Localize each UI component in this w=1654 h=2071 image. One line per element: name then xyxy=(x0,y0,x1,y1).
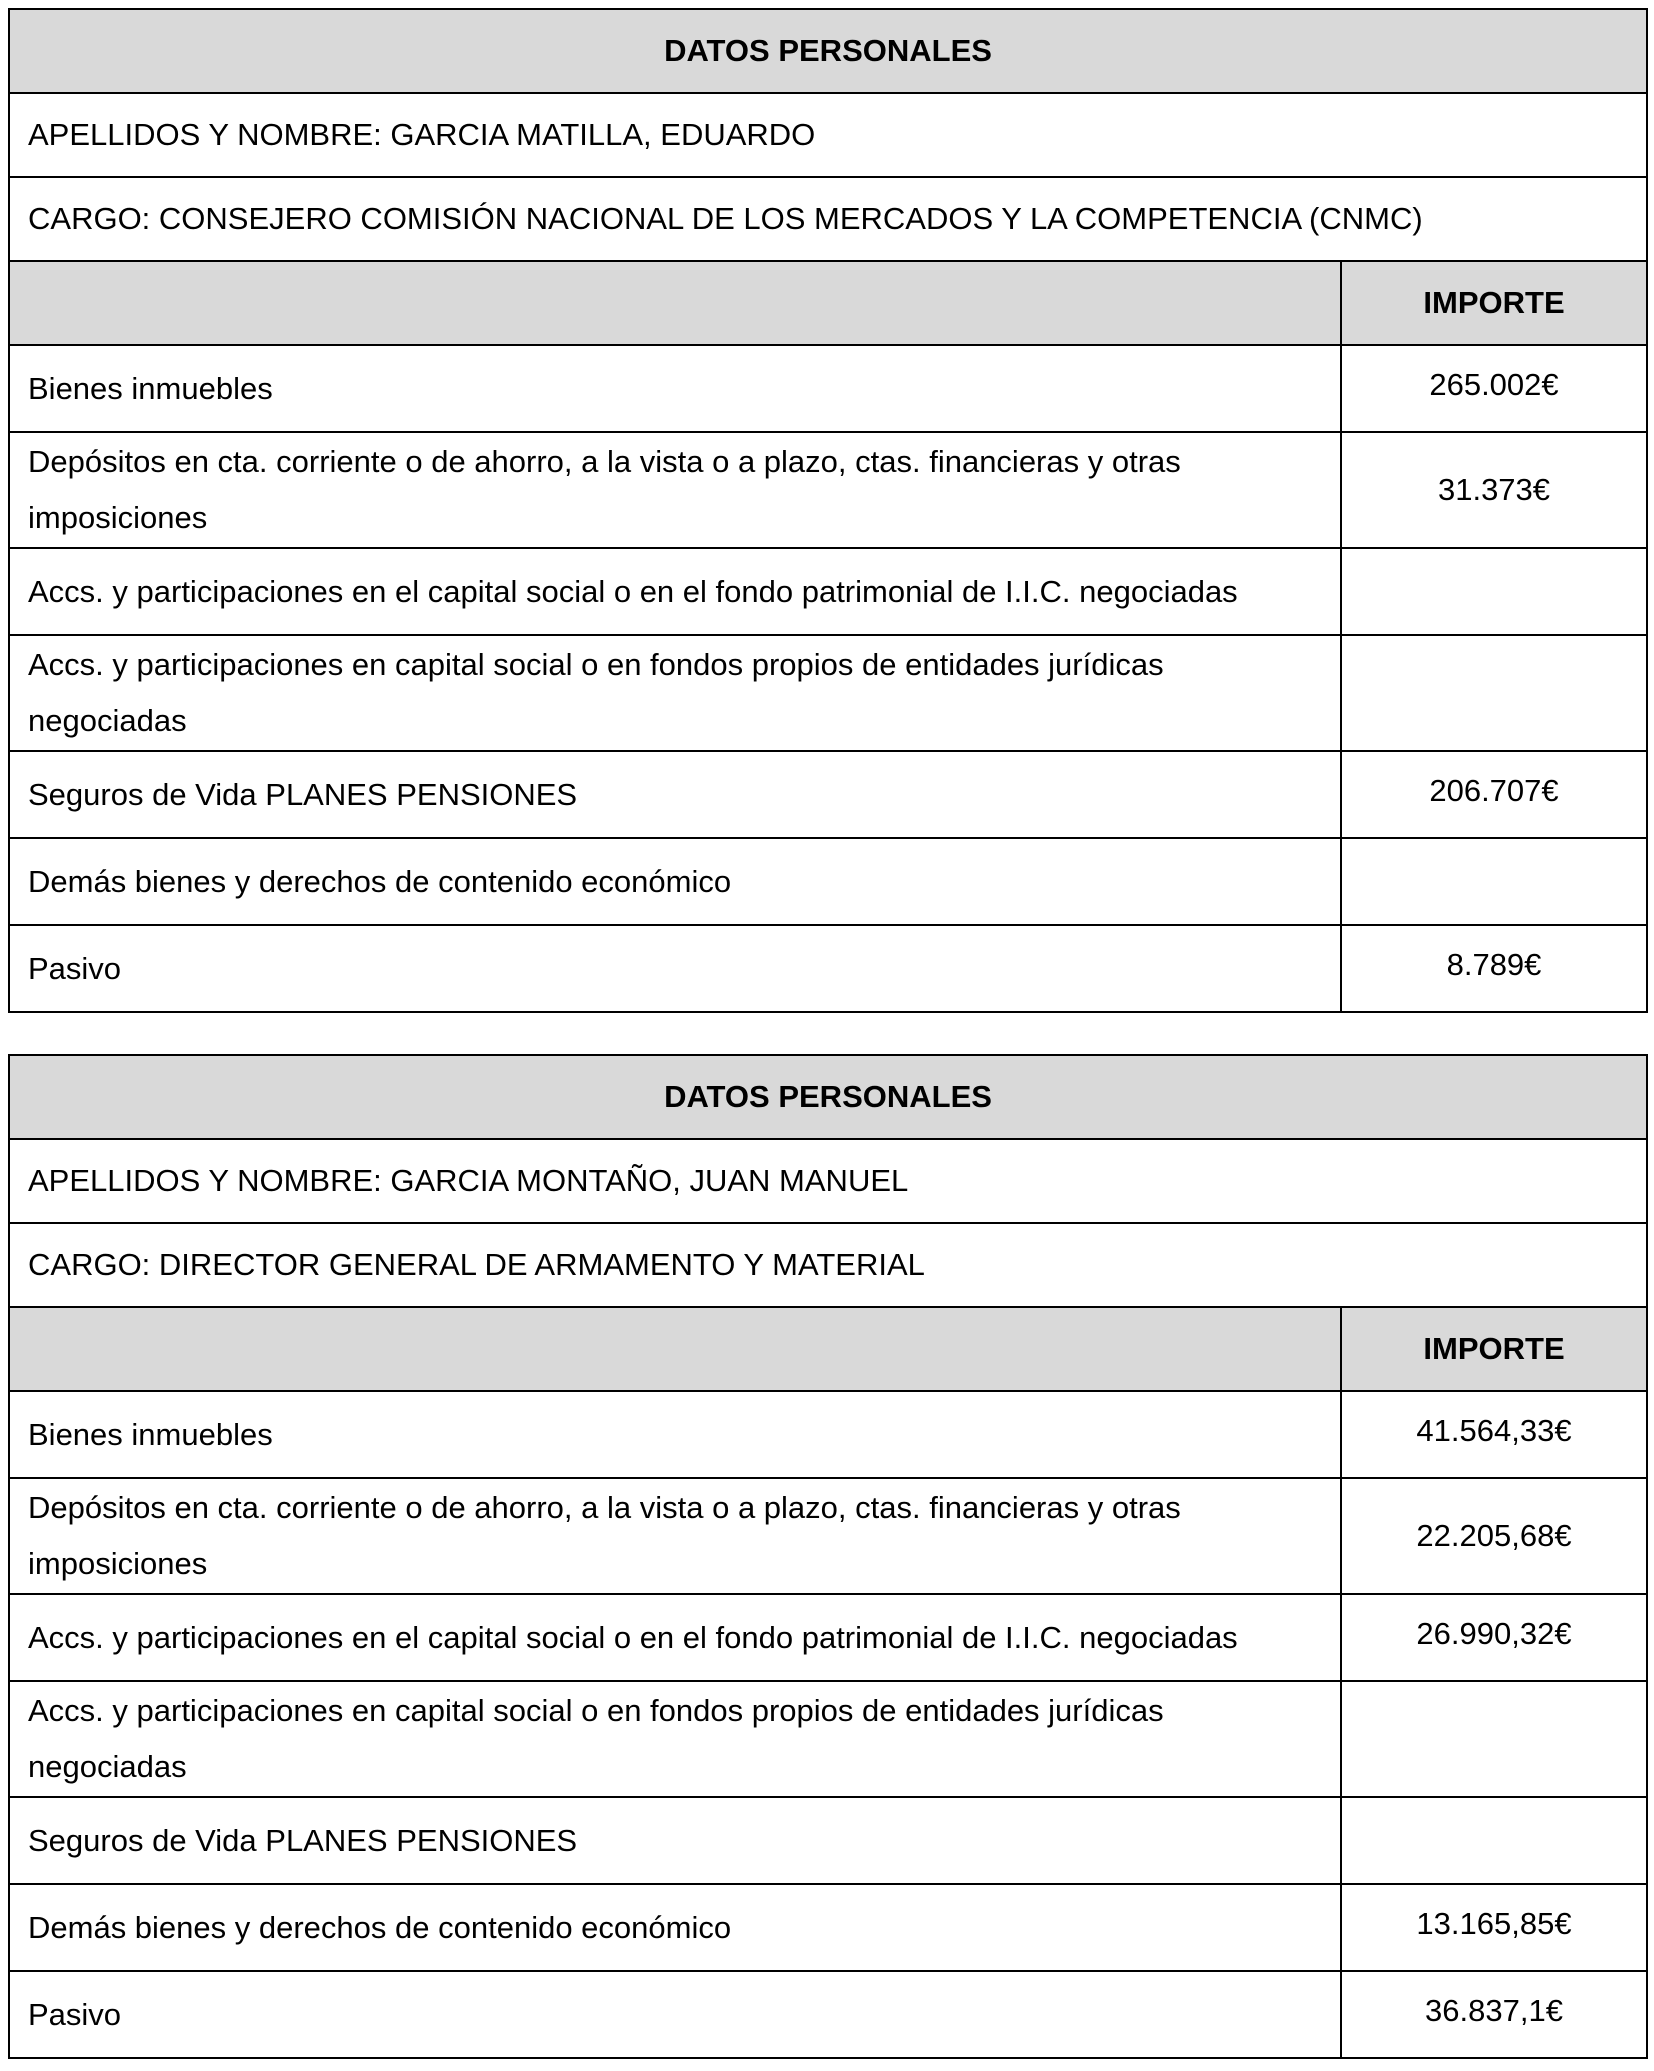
asset-declaration-table xyxy=(8,8,1648,1013)
name-line: APELLIDOS Y NOMBRE: GARCIA MATILLA, EDUARDO xyxy=(9,93,1647,177)
row-label: Accs. y participaciones en capital social o en fondos propios de entidades jurídicas negociadas xyxy=(9,635,1341,751)
row-amount xyxy=(1341,635,1647,751)
table-row xyxy=(9,548,1647,635)
asset-declaration-table xyxy=(8,1054,1648,2059)
concept-column-header xyxy=(9,1307,1341,1391)
table-row xyxy=(9,1797,1647,1884)
row-label: Seguros de Vida PLANES PENSIONES xyxy=(9,751,1341,838)
row-amount: 265.002€ xyxy=(1341,345,1647,432)
concept-column-header xyxy=(9,261,1341,345)
row-amount xyxy=(1341,548,1647,635)
row-label: Bienes inmuebles xyxy=(9,345,1341,432)
row-label: Bienes inmuebles xyxy=(9,1391,1341,1478)
table-row xyxy=(9,1594,1647,1681)
row-label: Accs. y participaciones en el capital social o en el fondo patrimonial de I.I.C. negociadas xyxy=(9,548,1341,635)
section-title: DATOS PERSONALES xyxy=(9,1055,1647,1139)
table-row xyxy=(9,345,1647,432)
row-label: Demás bienes y derechos de contenido económico xyxy=(9,1884,1341,1971)
amount-column-header: IMPORTE xyxy=(1341,261,1647,345)
table-row xyxy=(9,1971,1647,2058)
row-label: Pasivo xyxy=(9,925,1341,1012)
table-row xyxy=(9,838,1647,925)
table-row xyxy=(9,751,1647,838)
cargo-line: CARGO: DIRECTOR GENERAL DE ARMAMENTO Y MATERIAL xyxy=(9,1223,1647,1307)
table-row xyxy=(9,1391,1647,1478)
row-amount xyxy=(1341,1681,1647,1797)
row-amount: 41.564,33€ xyxy=(1341,1391,1647,1478)
row-amount: 22.205,68€ xyxy=(1341,1478,1647,1594)
row-amount xyxy=(1341,1797,1647,1884)
row-label: Seguros de Vida PLANES PENSIONES xyxy=(9,1797,1341,1884)
row-label: Depósitos en cta. corriente o de ahorro, a la vista o a plazo, ctas. financieras y otras imposiciones xyxy=(9,432,1341,548)
table-row xyxy=(9,1681,1647,1797)
row-amount: 206.707€ xyxy=(1341,751,1647,838)
row-label: Depósitos en cta. corriente o de ahorro, a la vista o a plazo, ctas. financieras y otras imposiciones xyxy=(9,1478,1341,1594)
amount-column-header: IMPORTE xyxy=(1341,1307,1647,1391)
section-title: DATOS PERSONALES xyxy=(9,9,1647,93)
cargo-line: CARGO: CONSEJERO COMISIÓN NACIONAL DE LOS MERCADOS Y LA COMPETENCIA (CNMC) xyxy=(9,177,1647,261)
name-line: APELLIDOS Y NOMBRE: GARCIA MONTAÑO, JUAN MANUEL xyxy=(9,1139,1647,1223)
table-row xyxy=(9,925,1647,1012)
row-amount: 13.165,85€ xyxy=(1341,1884,1647,1971)
table-row xyxy=(9,432,1647,548)
row-amount: 36.837,1€ xyxy=(1341,1971,1647,2058)
table-row xyxy=(9,635,1647,751)
row-label: Demás bienes y derechos de contenido económico xyxy=(9,838,1341,925)
row-amount xyxy=(1341,838,1647,925)
declaration-block xyxy=(8,1054,1646,2059)
row-amount: 31.373€ xyxy=(1341,432,1647,548)
table-row xyxy=(9,1478,1647,1594)
row-label: Accs. y participaciones en capital social o en fondos propios de entidades jurídicas negociadas xyxy=(9,1681,1341,1797)
row-amount: 8.789€ xyxy=(1341,925,1647,1012)
declaration-block xyxy=(8,8,1646,1013)
row-label: Pasivo xyxy=(9,1971,1341,2058)
row-label: Accs. y participaciones en el capital social o en el fondo patrimonial de I.I.C. negociadas xyxy=(9,1594,1341,1681)
row-amount: 26.990,32€ xyxy=(1341,1594,1647,1681)
table-row xyxy=(9,1884,1647,1971)
